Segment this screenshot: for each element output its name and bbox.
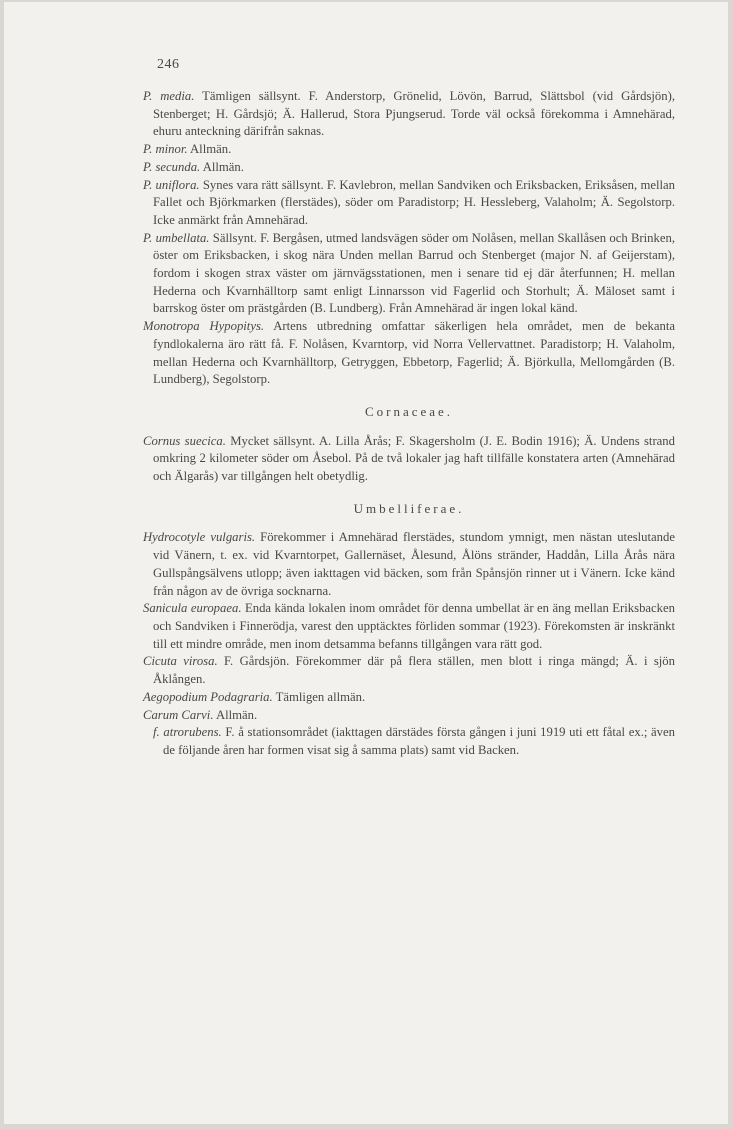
species-text: Allmän. [213,707,258,722]
species-entry [143,529,675,600]
species-entry [143,433,675,486]
species-text: Sällsynt. F. Bergåsen, utmed landsvägen söder om Nolåsen, mellan Skallåsen och Brinken, öster om Eriksbacken, i skog nära Unden mellan Barrud och Stenberget (major N. af Geijerstam), fordom i skogen strax väster om järnvägsstationen, men i senare tid ej där återfunnen; H. mellan Hederna och Kvarnhälltorp samt enligt Linnarsson vid Fagerlid och Storhult; Ä. Mäloset samt i barrskog öster om prästgården (B. Lundberg). Från Amnehärad är ingen lokal känd. [153,230,675,316]
species-text: Förekommer i Amnehärad flerstädes, stundom ymnigt, men nästan uteslutande vid Vänern, t. ex. vid Kvarntorpet, Gallernäset, Ålesund, Ålöns stränder, Haddån, Lilla Årås nära Gullspångsälvens utlopp; även iakttagen vid bäcken, som från Spånsjön rinner ut i Vänern. Icke känd från någon av de övriga socknarna. [153,530,675,598]
species-name: Cicuta virosa. [143,654,218,669]
species-name: P. media. [143,89,195,103]
species-name: f. atrorubens. [153,725,222,740]
species-text: Allmän. [200,159,244,174]
species-entry [143,177,675,230]
species-text: Tämligen sällsynt. F. Anderstorp, Grönelid, Lövön, Barrud, Slättsbol (vid Gårdsjön), Stenberget; H. Gårdsjö; Ä. Hallerud, Stora Pjungserud. Torde väl också förekomma i Amnehärad, ehuru anteckning därifrån saknas. [153,89,675,139]
species-entry [143,230,675,319]
species-text: Allmän. [187,142,232,157]
species-text: Artens utbredning omfattar säkerligen hela området, men de bekanta fyndlokalerna äro rätt få. F. Nolåsen, Kvarntorp, vid Norra Vellervattnet. Paradistorp; H. Valaholm, mellan Hederna och Kvarnhälltorp, Getryggen, Ebbetorp, Fagerlid; Ä. Björkulla, Mellomgården (B. Lundberg), Segolstorp. [153,319,675,387]
species-entry [143,653,675,688]
species-entry [143,88,675,141]
species-entry [143,707,675,725]
species-name: Hydrocotyle vulgaris. [143,530,256,545]
species-name: Carum Carvi. [143,707,214,722]
species-text: F. Gårdsjön. Förekommer där på flera ställen, men blott i ringa mängd; Ä. i sjön Åklången. [153,654,675,687]
species-text: Enda kända lokalen inom området för denna umbellat är en äng mellan Eriksbacken och Sandviken i Finnerödja, varest den upptäcktes förliden sommar (1923). Förekomsten är inskränkt till ett mindre område, men inom detsamma befanns tillgången vara rätt god. [153,601,675,651]
page-number: 246 [157,57,180,72]
heading-cornaceae: Cornaceae. [364,403,454,419]
body-text [143,88,675,760]
species-entry [143,724,675,759]
species-text: F. å stationsområdet (iakttagen därstädes första gången i juni 1919 uti ett fåtal ex.; även de följande åren har formen visat sig å samma plats) samt vid Backen. [163,725,675,757]
species-name: Cornus suecica. [143,433,226,448]
species-name: Monotropa Hypopitys. [143,319,265,334]
species-name: P. umbellata. [143,230,210,245]
entries-block-umbelliferae [143,529,675,759]
entries-block-ericaceae [143,88,675,389]
entries-block-cornaceae [143,433,675,486]
species-entry [143,600,675,653]
species-name: P. uniflora. [143,177,200,192]
page [4,2,728,1124]
species-name: P. minor. [143,142,188,157]
heading-umbelliferae: Umbelliferae. [353,500,465,516]
species-text: Mycket sällsynt. A. Lilla Årås; F. Skagersholm (J. E. Bodin 1916); Ä. Undens strand omkring 2 kilometer söder om Åsebol. På de två lokaler jag haft tillfälle konstatera arten (Amnehärad och Älgarås) var tillgången helt obetydlig. [153,433,675,484]
species-name: P. secunda. [143,159,201,174]
species-text: Tämligen allmän. [272,689,366,704]
species-text: Synes vara rätt sällsynt. F. Kavlebron, mellan Sandviken och Eriksbacken, Eriksåsen, mellan Fallet och Björkmarken (flerstädes), söder om Paradistorp; H. Hessleberg, Valaholm; Ä. Segolstorp. Icke anmärkt från Amnehärad. [153,177,675,227]
species-entry [143,159,675,177]
species-entry [143,141,675,159]
species-entry [143,689,675,707]
species-entry [143,318,675,389]
species-name: Sanicula europaea. [143,601,242,616]
species-name: Aegopodium Podagraria. [143,689,273,704]
